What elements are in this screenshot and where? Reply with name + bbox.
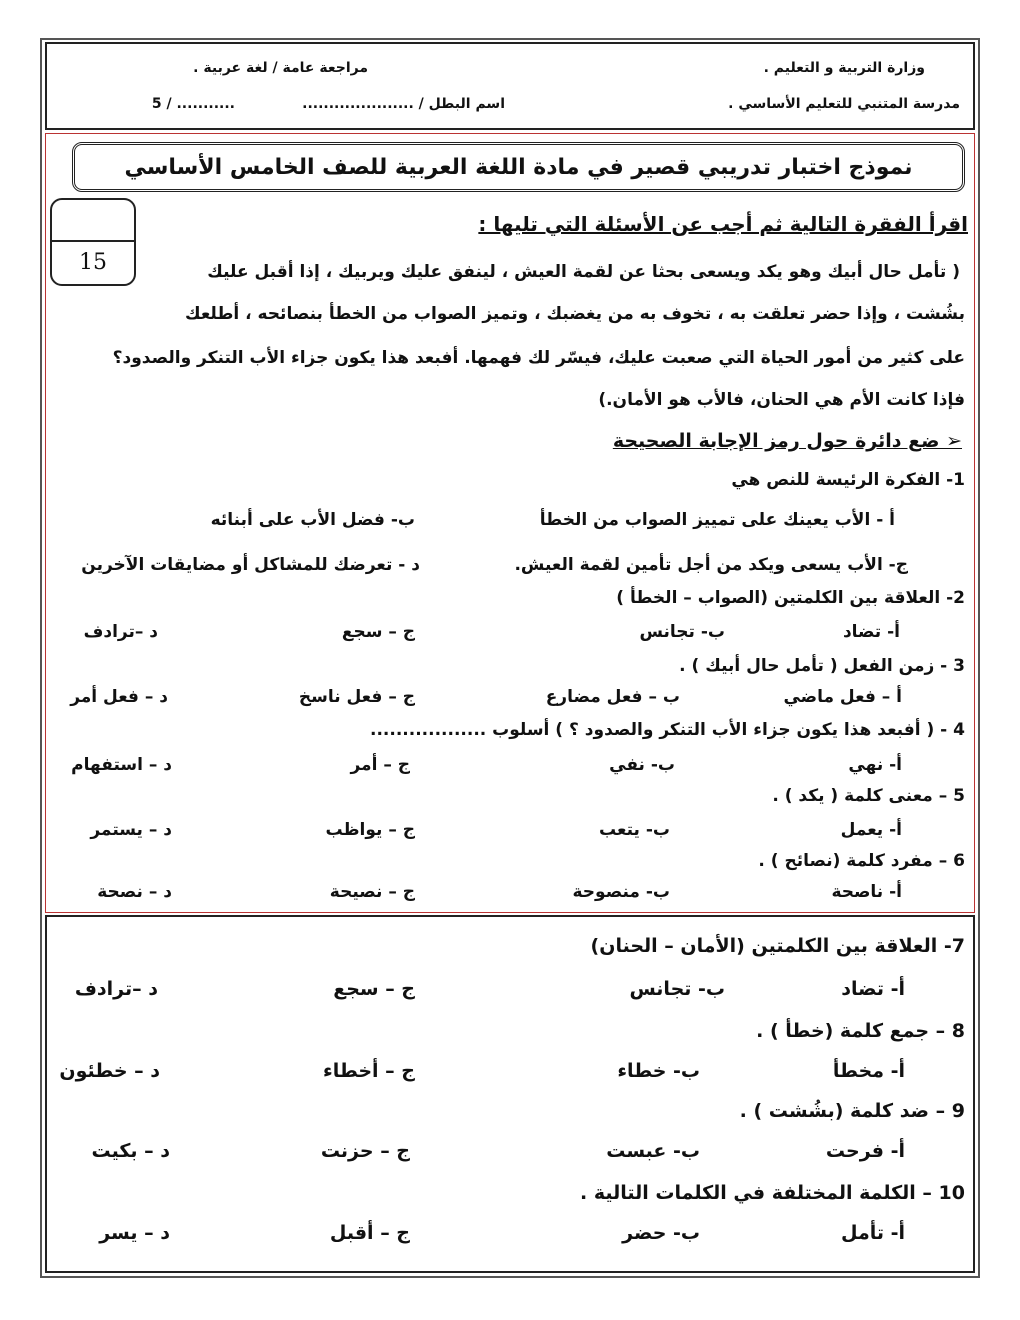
option-b: ب- فضل الأب على أبنائه <box>210 510 415 530</box>
school-label: مدرسة المتنبي للتعليم الأساسي . <box>728 96 960 112</box>
option-d: د – فعل أمر <box>70 687 168 707</box>
option-d: د –ترادف <box>83 622 158 642</box>
student-name-field: اسم البطل / ..................... <box>302 96 505 112</box>
question-10: 10 – الكلمة المختلفة في الكلمات التالية . <box>579 1182 965 1204</box>
grade-field: 5 / ........... <box>151 96 235 112</box>
option-a: أ- تأمل <box>840 1222 905 1244</box>
option-b: ب- حضر <box>622 1222 700 1244</box>
reading-heading: اقرأ الفقرة التالية ثم أجب عن الأسئلة التي تليها : <box>478 212 968 236</box>
option-c: ج – حزنت <box>320 1140 410 1162</box>
score-box <box>50 198 136 286</box>
option-d: د – يسر <box>99 1222 170 1244</box>
paragraph-line: على كثير من أمور الحياة التي صعبت عليك، فيسّر لك فهمها. أفبعد هذا يكون جزاء الأب التنكر والصدود؟ <box>112 348 965 368</box>
question-4: 4 - ( أفبعد هذا يكون جزاء الأب التنكر والصدود ؟ ) أسلوب .................. <box>370 720 965 740</box>
option-a: أ- تضاد <box>841 978 905 1000</box>
option-a: أ - الأب يعينك على تمييز الصواب من الخطأ <box>539 510 895 530</box>
option-b: ب- خطاء <box>617 1060 700 1082</box>
option-d: د – يستمر <box>90 820 172 840</box>
paragraph-line: ( تأمل حال أبيك وهو يكد ويسعى بحثا عن لقمة العيش ، لينفق عليك ويربيك ، إذا أقبل عليك <box>207 262 960 282</box>
option-d: د - تعرضك للمشاكل أو مضايقات الآخرين <box>81 555 420 575</box>
question-3: 3 - زمن الفعل ( تأمل حال أبيك ) . <box>679 656 965 676</box>
option-a: أ- يعمل <box>840 820 902 840</box>
option-a: أ- ناصحة <box>831 882 902 902</box>
option-b: ب- يتعب <box>599 820 670 840</box>
option-c: ج – أخطاء <box>323 1060 415 1082</box>
option-c: ج – يواظب <box>325 820 415 840</box>
option-b: ب- نفي <box>609 755 675 775</box>
question-1: 1- الفكرة الرئيسة للنص هي <box>731 470 965 490</box>
option-c: ج – سجع <box>341 622 415 642</box>
option-c: ج – نصيحة <box>329 882 415 902</box>
question-2: 2- العلاقة بين الكلمتين (الصواب – الخطأ ) <box>616 588 965 608</box>
ministry-label: وزارة التربية و التعليم . <box>763 60 925 76</box>
option-c: ج – سجع <box>333 978 415 1000</box>
option-c: ج – أقبل <box>329 1222 410 1244</box>
option-b: ب- عبست <box>606 1140 700 1162</box>
option-b: ب- تجانس <box>639 622 725 642</box>
header-box <box>45 42 975 130</box>
paragraph-line: فإذا كانت الأم هي الحنان، فالأب هو الأمان.) <box>598 390 965 410</box>
question-7: 7- العلاقة بين الكلمتين (الأمان – الحنان) <box>590 935 965 957</box>
option-a: أ – فعل ماضي <box>783 687 902 707</box>
question-6: 6 – مفرد كلمة (نصائح ) . <box>758 851 965 871</box>
page-title: نموذج اختبار تدريبي قصير في مادة اللغة العربية للصف الخامس الأساسي <box>72 142 965 192</box>
option-d: د – خطئون <box>59 1060 160 1082</box>
question-5: 5 – معنى كلمة ( يكد ) . <box>772 786 965 806</box>
question-8: 8 – جمع كلمة (خطأ ) . <box>756 1020 965 1042</box>
option-b: ب – فعل مضارع <box>545 687 680 707</box>
option-a: أ- مخطأ <box>832 1060 905 1082</box>
option-d: د – بكيت <box>91 1140 170 1162</box>
review-label: مراجعة عامة / لغة عربية . <box>193 60 368 76</box>
option-b: ب- تجانس <box>629 978 725 1000</box>
option-d: د –ترادف <box>74 978 158 1000</box>
question-9: 9 – ضد كلمة (بشُشت ) . <box>739 1100 965 1122</box>
bottom-box <box>45 915 975 1273</box>
option-a: أ- فرحت <box>825 1140 905 1162</box>
option-b: ب- منصوحة <box>572 882 670 902</box>
option-c: ج – أمر <box>350 755 410 775</box>
instruction-heading: ➢ ضع دائرة حول رمز الإجابة الصحيحة <box>612 430 962 452</box>
option-d: د – نصحة <box>97 882 172 902</box>
score-value: 15 <box>79 250 107 275</box>
option-a: أ- نهي <box>848 755 902 775</box>
paragraph-line: بشُشت ، وإذا حضر تعلقت به ، تخوف به من يغضبك ، وتميز الصواب من الخطأ بنصائحه ، أطلعك <box>185 304 965 324</box>
option-c: ج- الأب يسعى ويكد من أجل تأمين لقمة العيش. <box>514 555 908 575</box>
option-a: أ- تضاد <box>842 622 900 642</box>
option-c: ج – فعل ناسخ <box>298 687 415 707</box>
option-d: د – استفهام <box>71 755 172 775</box>
